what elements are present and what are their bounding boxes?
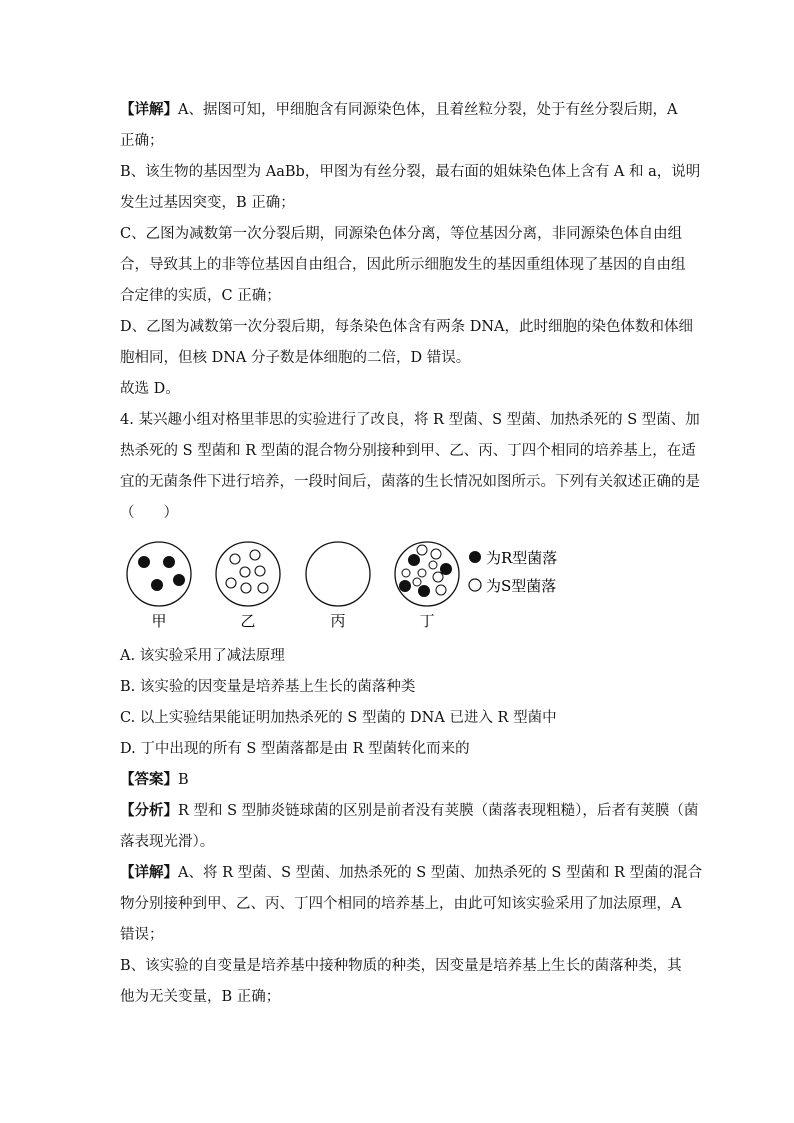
detail-prev-line-8: D、乙图为减数第一次分裂后期，每条染色体含有两条 DNA，此时细胞的染色体数和体细	[120, 319, 694, 335]
answer-value: B	[178, 772, 189, 788]
analysis-tag: 【分析】	[120, 802, 178, 819]
answer-line	[120, 770, 680, 790]
question-line-1: 4. 某兴趣小组对格里菲思的实验进行了改良，将 R 型菌、S 型菌、加热杀死的 S 型菌、加	[120, 412, 700, 428]
s-colony	[431, 549, 441, 559]
s-colony	[241, 583, 251, 593]
dish-yi	[216, 542, 280, 630]
s-colony	[258, 583, 268, 593]
dish-ding-label: 丁	[419, 612, 435, 630]
detail-line-5: 他为无关变量，B 正确；	[120, 989, 281, 1005]
analysis-line-2: 落表现光滑）。	[120, 834, 215, 850]
s-colony	[429, 561, 437, 569]
detail-prev-line-2: 正确；	[120, 133, 164, 149]
analysis-line-1: 【分析】R 型和 S 型肺炎链球菌的区别是前者没有荚膜（菌落表现粗糙），后者有荚膜（菌	[120, 802, 699, 819]
legend-s-label: 为S型菌落	[486, 577, 557, 595]
r-colony	[399, 580, 411, 592]
r-colony	[163, 556, 175, 568]
s-colony	[417, 545, 427, 555]
detail-line-1: 【详解】A、将 R 型菌、S 型菌、加热杀死的 S 型菌、加热杀死的 S 型菌和 R 型菌的混合	[120, 864, 703, 881]
detail-prev-line-10: 故选 D。	[120, 381, 180, 397]
dish-jia-plate	[127, 542, 191, 606]
option-a: A. 该实验采用了减法原理	[120, 648, 285, 664]
detail-line-4: B、该实验的自变量是培养基中接种物质的种类，因变量是培养基上生长的菌落种类，其	[120, 958, 682, 974]
detail-prev-line-4: 发生过基因突变，B 正确；	[120, 195, 295, 211]
s-colony	[436, 585, 446, 595]
r-colony	[173, 574, 185, 586]
detail-prev-line-7: 合定律的实质，C 正确；	[120, 288, 281, 304]
r-colony	[151, 579, 163, 591]
s-colony	[433, 572, 443, 582]
s-colony	[240, 567, 250, 577]
dish-bing-plate	[306, 542, 370, 606]
s-colony	[402, 569, 410, 577]
s-colony	[230, 554, 240, 564]
dish-bing	[306, 542, 370, 630]
option-b: B. 该实验的因变量是培养基上生长的菌落种类	[120, 679, 416, 695]
detail-line-2: 物分别接种到甲、乙、丙、丁四个相同的培养基上，由此可知该实验采用了加法原理，A	[120, 896, 682, 912]
answer-tag: 【答案】	[120, 771, 178, 788]
detail-prev-line-1: 【详解】A、据图可知，甲细胞含有同源染色体，且着丝粒分裂，处于有丝分裂后期，A	[120, 101, 678, 118]
dish-jia-label: 甲	[151, 612, 167, 630]
option-c: C. 以上实验结果能证明加热杀死的 S 型菌的 DNA 已进入 R 型菌中	[120, 710, 557, 726]
petri-dish-figure	[120, 538, 580, 630]
detail-prev-line-5: C、乙图为减数第一次分裂后期，同源染色体分离，等位基因分离，非同源染色体自由组	[120, 226, 683, 242]
legend-r-marker	[469, 551, 481, 563]
s-colony	[255, 566, 265, 576]
detail-prev-tag: 【详解】	[120, 101, 178, 118]
detail-prev-line-6: 合，导致其上的非等位基因自由组合，因此所示细胞发生的基因重组体现了基因的自由组	[120, 257, 686, 273]
detail-line-3: 错误；	[120, 927, 164, 943]
question-line-2: 热杀死的 S 型菌和 R 型菌的混合物分别接种到甲、乙、丙、丁四个相同的培养基上，在适	[120, 443, 696, 459]
r-colony	[408, 554, 420, 566]
detail-tag: 【详解】	[120, 864, 178, 881]
dish-ding	[395, 542, 459, 630]
question-line-4: （ ）	[120, 505, 178, 521]
question-line-3: 宜的无菌条件下进行培养，一段时间后，菌落的生长情况如图所示。下列有关叙述正确的是	[120, 474, 700, 490]
legend-r-label: 为R型菌落	[486, 549, 558, 567]
s-colony	[418, 569, 426, 577]
r-colony	[418, 585, 430, 597]
dish-jia	[127, 542, 191, 630]
legend	[469, 549, 557, 595]
s-colony	[226, 578, 236, 588]
legend-s-marker	[469, 579, 481, 591]
dish-yi-label: 乙	[240, 612, 256, 630]
detail-prev-line-3: B、该生物的基因型为 AaBb，甲图为有丝分裂，最右面的姐妹染色体上含有 A 和 a，说明	[120, 164, 701, 180]
dish-bing-label: 丙	[330, 612, 346, 630]
option-d: D. 丁中出现的所有 S 型菌落都是由 R 型菌转化而来的	[120, 741, 470, 757]
s-colony	[250, 550, 260, 560]
r-colony	[138, 556, 150, 568]
s-colony	[413, 578, 421, 586]
detail-prev-line-9: 胞相同，但核 DNA 分子数是体细胞的二倍，D 错误。	[120, 350, 471, 366]
